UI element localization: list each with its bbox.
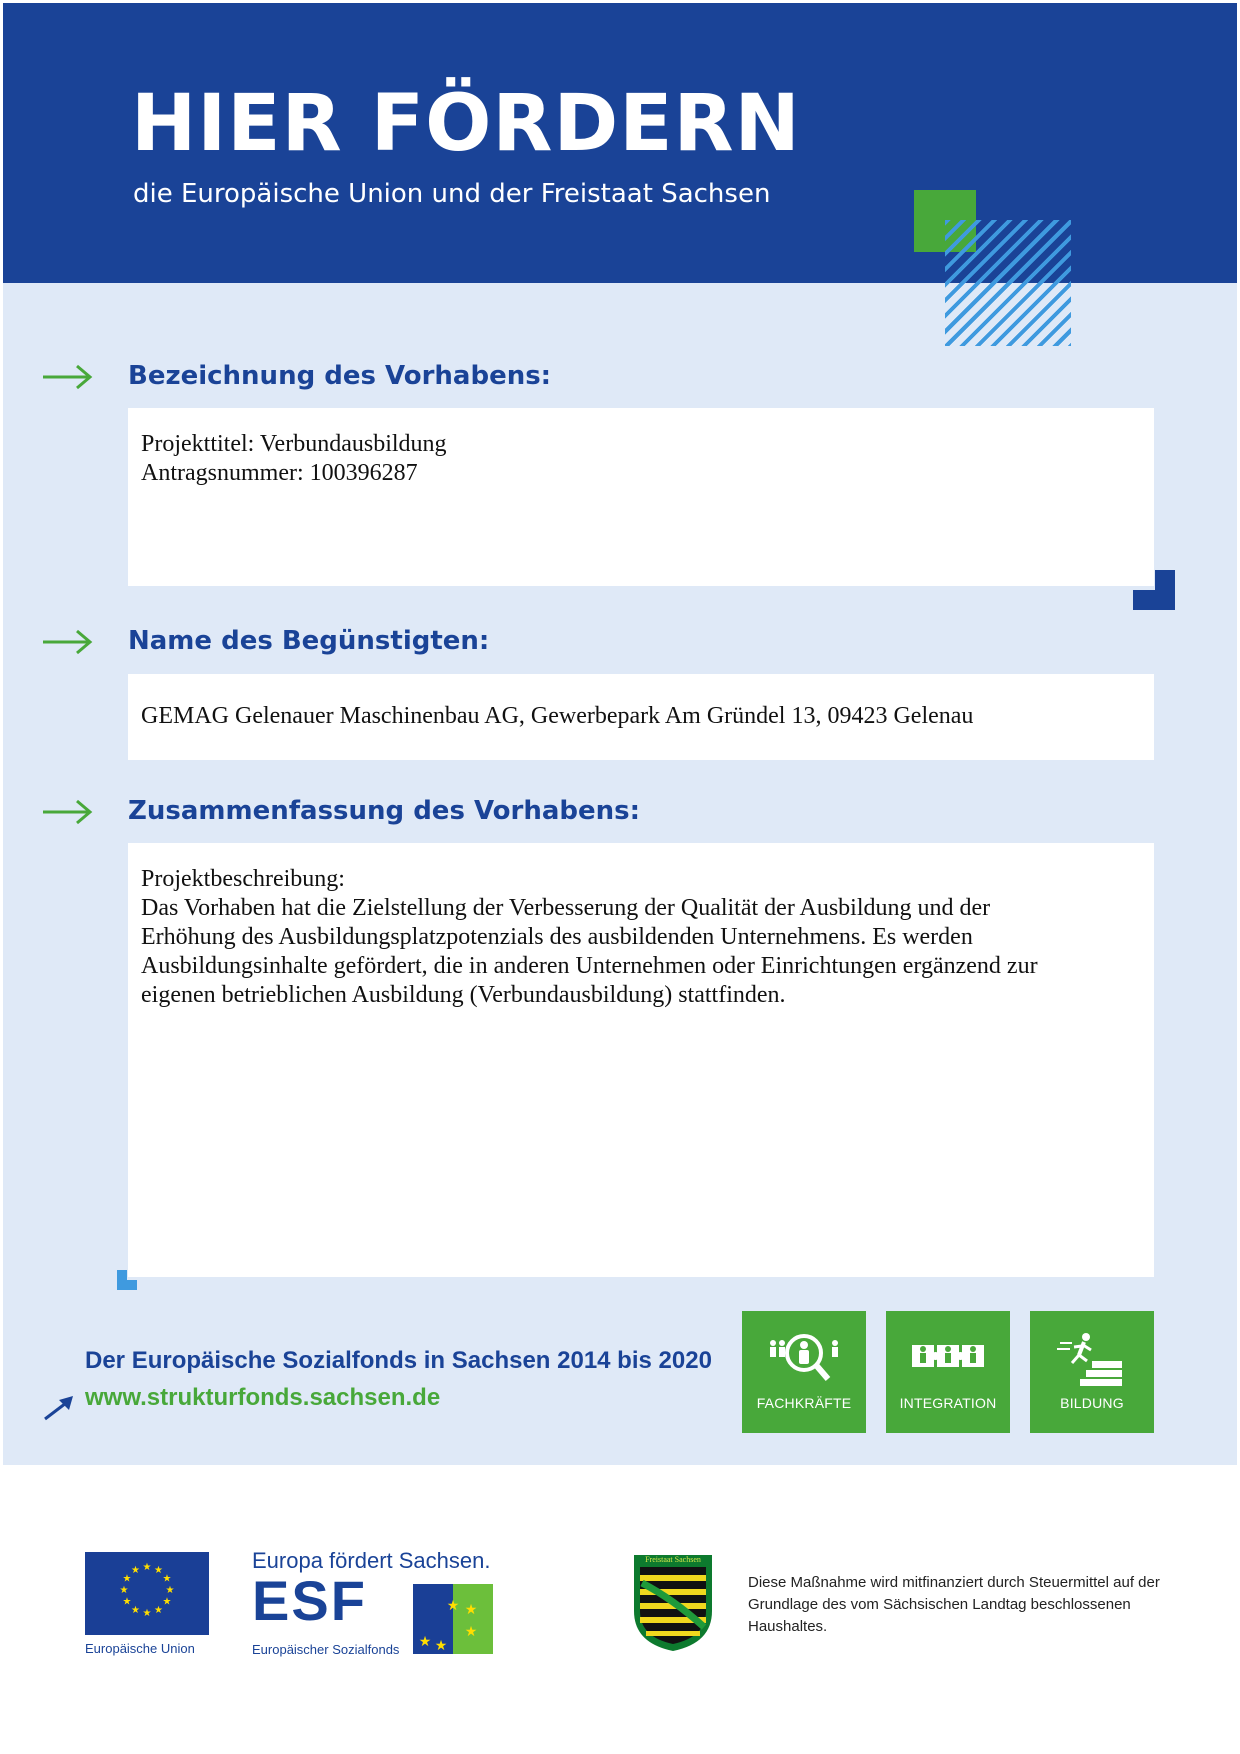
tile-label: BILDUNG <box>1060 1395 1124 1411</box>
svg-text:★: ★ <box>122 1573 132 1585</box>
decor-corner-light <box>117 1270 137 1290</box>
esf-label: Europäischer Sozialfonds <box>252 1642 400 1657</box>
esf-stars-icon <box>413 1584 493 1654</box>
svg-text:★: ★ <box>434 1638 448 1654</box>
link-arrow-icon <box>42 1393 76 1421</box>
summary-text: Projektbeschreibung: Das Vorhaben hat die Zielstellung der Verbesserung der Qualität der Ausbildung und der Erhöhung des Ausbildungsplatzpotenzials des ausbildenden Unternehmens. Es werden Ausbildungsinhalte gefördert, die in anderen Unternehmen oder Einrichtungen ergänzend zur eigenen betrieblichen Ausbildung (Verbundausbildung) stattfinden. <box>141 866 1038 1008</box>
runner-books-icon <box>1052 1329 1132 1389</box>
svg-text:★: ★ <box>122 1596 132 1608</box>
svg-text:★: ★ <box>418 1634 432 1650</box>
arrow-right-icon <box>43 363 95 391</box>
people-magnifier-icon <box>764 1329 844 1389</box>
esf-period-text: Der Europäische Sozialfonds in Sachsen 2014 bis 2020 <box>85 1347 712 1374</box>
decor-corner-dark <box>1133 570 1175 610</box>
project-title-box <box>128 408 1154 586</box>
decor-hatched-square <box>945 220 1071 346</box>
svg-text:★: ★ <box>162 1573 172 1585</box>
project-title-text: Projekttitel: Verbundausbildung Antragsnummer: 100396287 <box>141 431 447 486</box>
website-link[interactable]: www.strukturfonds.sachsen.de <box>85 1384 441 1411</box>
svg-text:★: ★ <box>154 1565 163 1576</box>
tile-label: INTEGRATION <box>899 1395 997 1411</box>
tile-label: FACHKRÄFTE <box>756 1395 852 1411</box>
eu-flag-icon <box>85 1552 209 1635</box>
svg-text:★: ★ <box>446 1598 460 1614</box>
summary-box <box>128 843 1154 1277</box>
eu-label: Europäische Union <box>85 1641 195 1656</box>
svg-text:★: ★ <box>131 1605 140 1616</box>
saxony-crest-icon <box>632 1553 714 1653</box>
svg-text:★: ★ <box>162 1596 172 1608</box>
svg-text:★: ★ <box>142 1608 152 1619</box>
svg-text:★: ★ <box>131 1565 140 1576</box>
svg-text:★: ★ <box>119 1585 129 1596</box>
puzzle-people-icon <box>908 1329 988 1389</box>
svg-text:★: ★ <box>142 1562 152 1573</box>
section-title-zusammenfassung: Zusammenfassung des Vorhabens: <box>128 796 641 826</box>
section-title-beguenstigter: Name des Begünstigten: <box>128 626 490 656</box>
esf-logo-text: ESF <box>252 1569 367 1632</box>
svg-text:★: ★ <box>464 1624 478 1640</box>
section-title-vorhaben: Bezeichnung des Vorhabens: <box>128 361 552 391</box>
arrow-right-icon <box>43 798 95 826</box>
page-title: HIER FÖRDERN <box>131 79 801 169</box>
crest-caption: Freistaat Sachsen <box>645 1555 701 1564</box>
svg-text:★: ★ <box>165 1585 175 1596</box>
esf-claim: Europa fördert Sachsen. <box>252 1548 491 1573</box>
beneficiary-text: GEMAG Gelenauer Maschinenbau AG, Gewerbepark Am Gründel 13, 09423 Gelenau <box>141 703 974 729</box>
funding-notice: Diese Maßnahme wird mitfinanziert durch Steuermittel auf der Grundlage des vom Sächsischen Landtag beschlossenen Haushaltes. <box>748 1574 1160 1635</box>
page-subtitle: die Europäische Union und der Freistaat Sachsen <box>133 179 771 209</box>
tile-fachkraefte[interactable] <box>742 1311 866 1433</box>
arrow-right-icon <box>43 628 95 656</box>
tile-integration[interactable] <box>886 1311 1010 1433</box>
beneficiary-box <box>128 674 1154 760</box>
tile-bildung[interactable] <box>1030 1311 1154 1433</box>
svg-text:★: ★ <box>464 1602 478 1618</box>
svg-text:★: ★ <box>154 1605 163 1616</box>
